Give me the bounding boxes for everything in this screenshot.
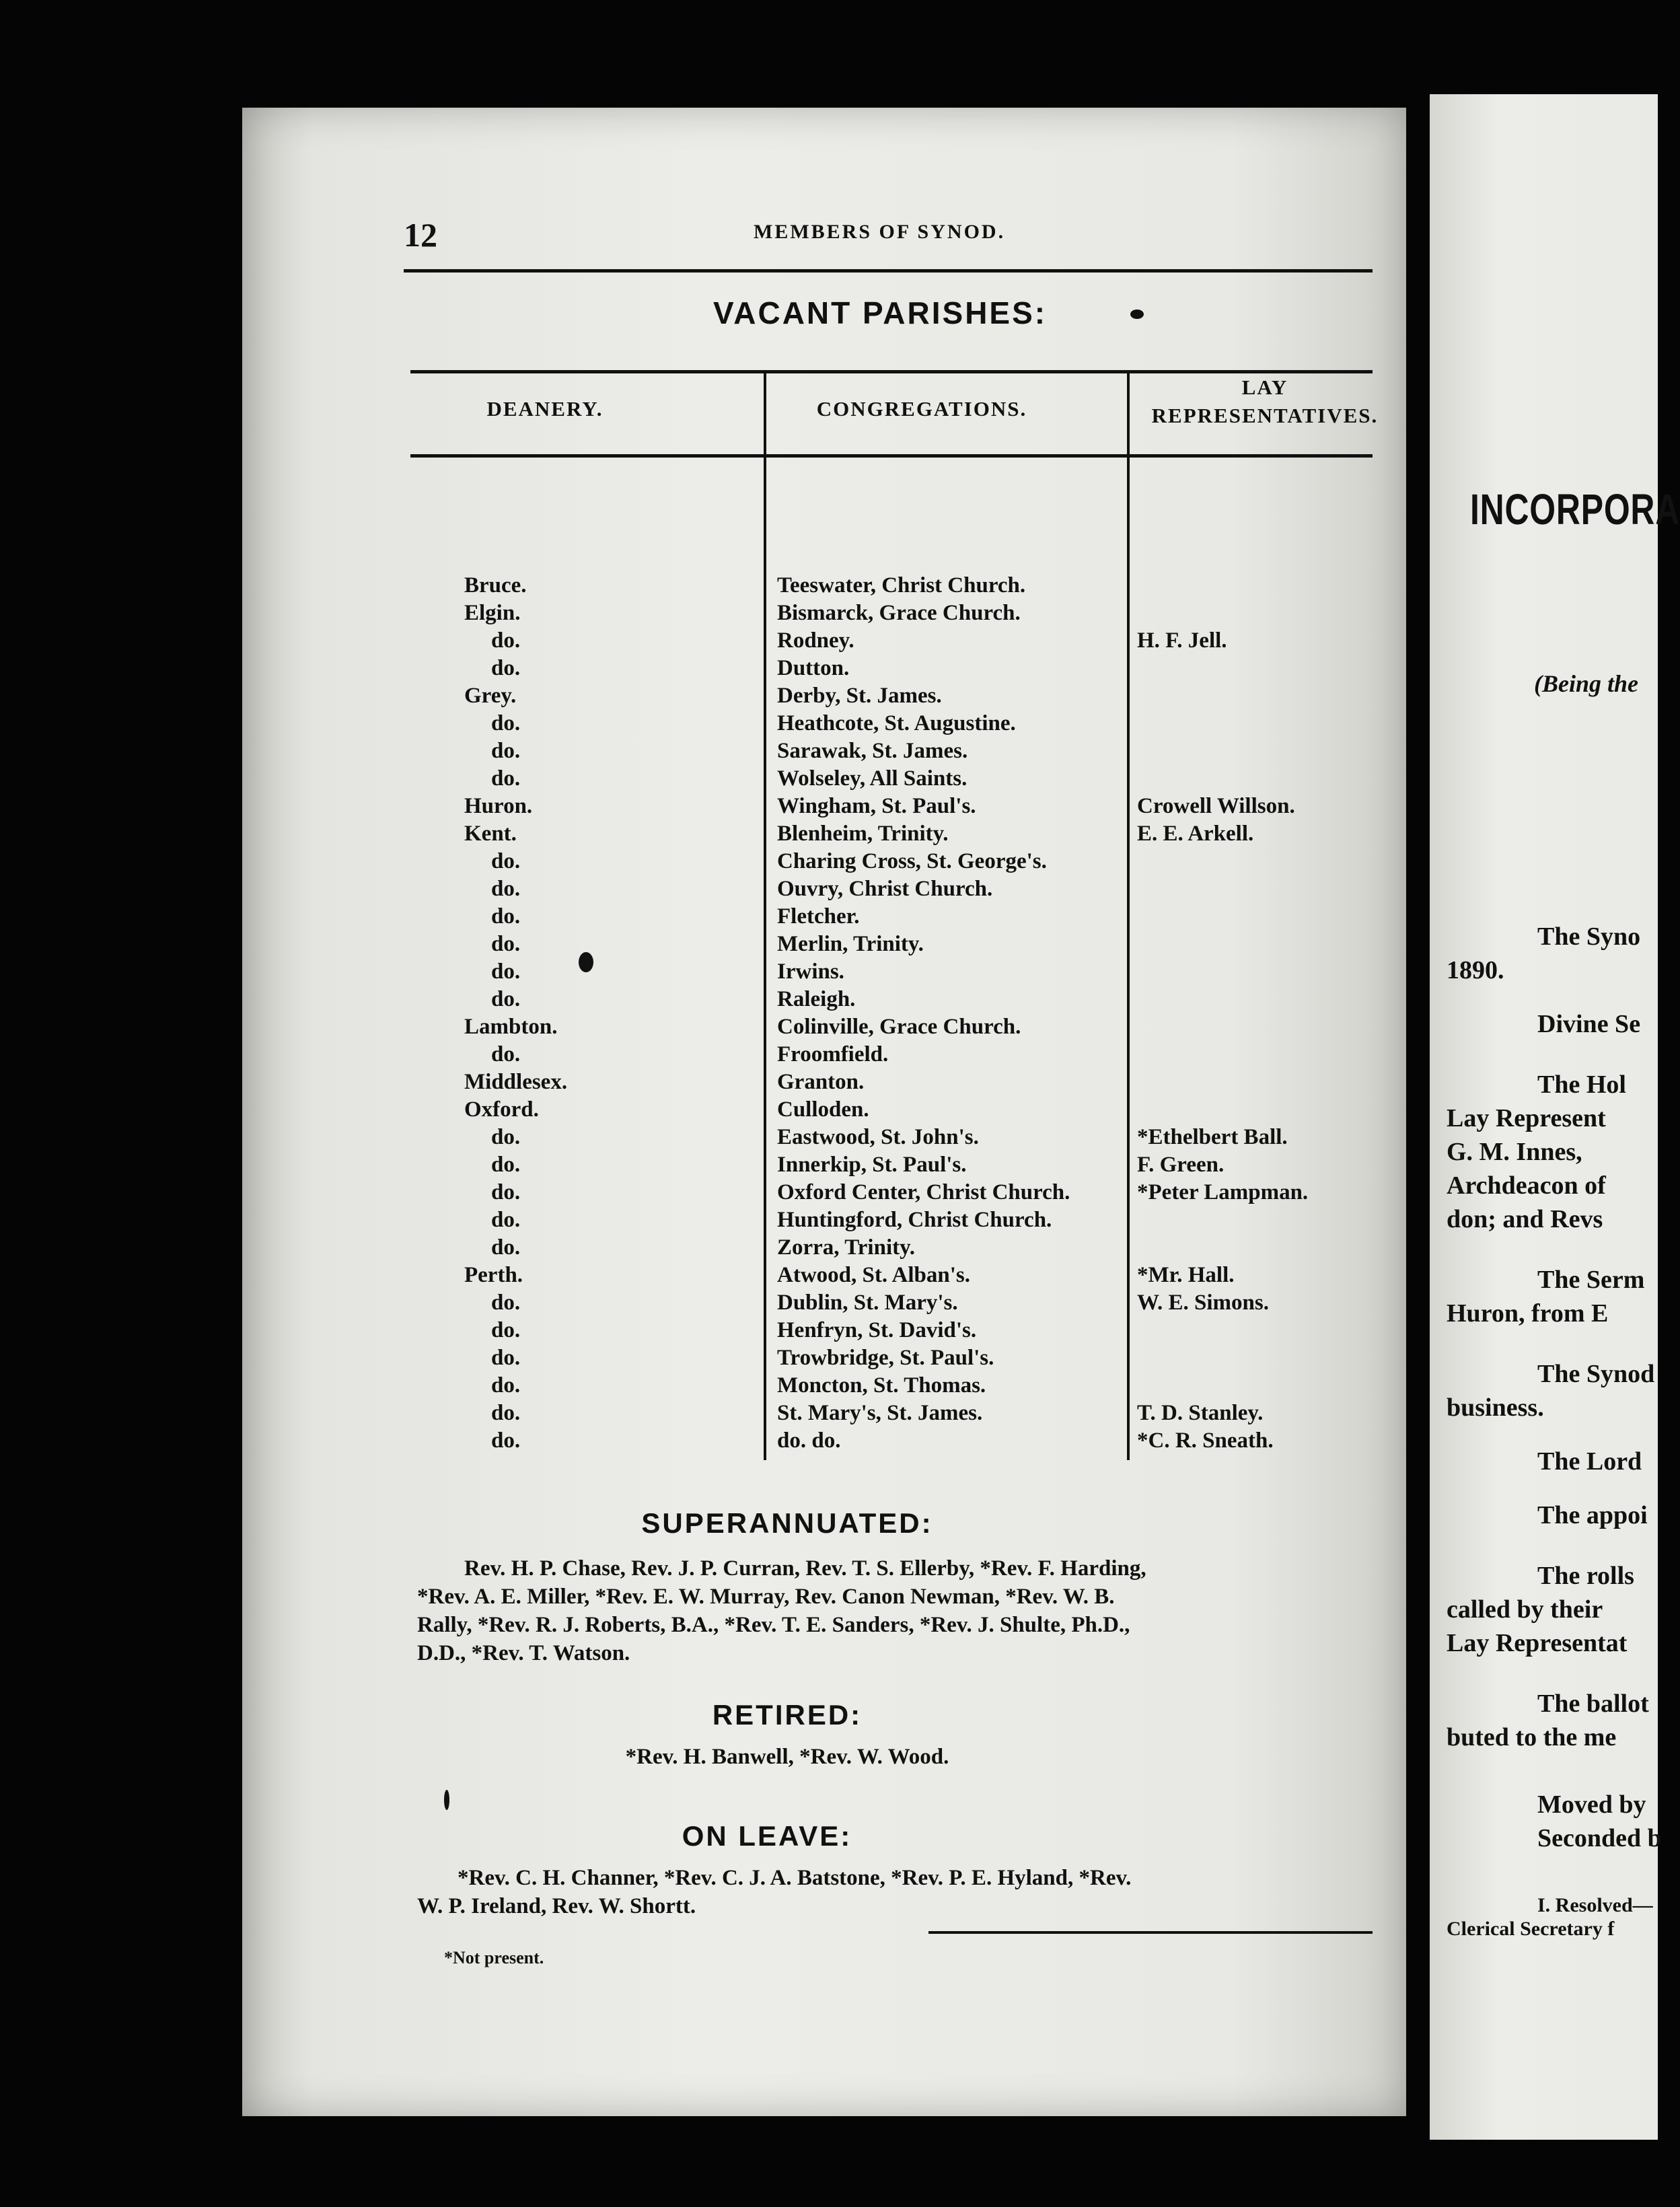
congregation-cell: Culloden.	[777, 1097, 869, 1122]
lay-representative-cell	[1137, 682, 1406, 710]
lay-representative-cell: E. E. Arkell.	[1137, 822, 1254, 846]
right-page-line: The appoi	[1537, 1501, 1648, 1529]
deanery-column	[464, 572, 686, 1455]
left-page	[242, 108, 1406, 2116]
page-number: 12	[404, 216, 437, 254]
deanery-cell: do.	[491, 1208, 521, 1232]
superannuated-line: D.D., *Rev. T. Watson.	[417, 1641, 630, 1665]
lay-representative-cell	[1137, 1234, 1406, 1262]
running-head: MEMBERS OF SYNOD.	[754, 221, 1006, 243]
deanery-cell: Elgin.	[464, 601, 521, 625]
congregation-cell: do. do.	[777, 1428, 841, 1453]
on-leave-title: ON LEAVE:	[682, 1820, 852, 1852]
congregation-cell: Eastwood, St. John's.	[777, 1125, 979, 1149]
right-page-line: Seconded b	[1537, 1824, 1662, 1852]
retired-line: *Rev. H. Banwell, *Rev. W. Wood.	[625, 1745, 949, 1769]
right-page-line: Clerical Secretary f	[1447, 1918, 1615, 1940]
lay-representative-cell: *Peter Lampman.	[1137, 1180, 1309, 1204]
deanery-cell: do.	[491, 1373, 521, 1398]
lay-representative-cell	[1137, 958, 1406, 986]
ink-speck	[444, 1790, 449, 1810]
lay-representative-cell: Crowell Willson.	[1137, 794, 1295, 818]
deanery-cell: do.	[491, 628, 521, 653]
lay-representative-cell	[1137, 903, 1406, 931]
congregation-cell: Granton.	[777, 1070, 865, 1094]
congregation-cell: Zorra, Trinity.	[777, 1235, 916, 1260]
congregation-cell: Charing Cross, St. George's.	[777, 849, 1047, 873]
lay-representative-cell	[1137, 737, 1406, 765]
right-page-line: business.	[1447, 1394, 1544, 1422]
congregation-cell: Wolseley, All Saints.	[777, 766, 967, 791]
congregation-cell: Rodney.	[777, 628, 854, 653]
superannuated-line: *Rev. A. E. Miller, *Rev. E. W. Murray, Rev. Canon Newman, *Rev. W. B.	[417, 1585, 1115, 1609]
lay-representative-cell: *Mr. Hall.	[1137, 1263, 1235, 1287]
lay-representative-cell	[1137, 1013, 1406, 1041]
congregation-cell: Moncton, St. Thomas.	[777, 1373, 986, 1398]
on-leave-list	[417, 1864, 1373, 1920]
lay-representative-cell	[1137, 1041, 1406, 1069]
lay-representative-cell	[1137, 848, 1406, 875]
lay-representative-cell	[1137, 1344, 1406, 1372]
right-page-italic-note: (Being the	[1534, 670, 1639, 697]
congregation-cell: Ouvry, Christ Church.	[777, 877, 993, 901]
deanery-cell: do.	[491, 987, 521, 1011]
right-page-line: I. Resolved—	[1537, 1894, 1653, 1916]
right-page-line: The rolls	[1537, 1562, 1634, 1590]
deanery-cell: do.	[491, 1291, 521, 1315]
deanery-cell: Perth.	[464, 1263, 523, 1287]
congregation-cell: Blenheim, Trinity.	[777, 822, 949, 846]
right-page	[1430, 94, 1680, 2140]
deanery-cell: do.	[491, 1401, 521, 1425]
lay-representatives-column	[1137, 572, 1406, 1455]
right-page-line: Archdeacon of	[1447, 1171, 1606, 1200]
column-divider-1	[764, 370, 766, 1460]
deanery-column-header: DEANERY.	[486, 397, 604, 421]
congregations-column	[777, 572, 1154, 1455]
deanery-cell: Oxford.	[464, 1097, 539, 1122]
ink-speck	[579, 952, 593, 972]
deanery-cell: do.	[491, 1428, 521, 1453]
congregation-cell: Bismarck, Grace Church.	[777, 601, 1021, 625]
deanery-cell: do.	[491, 711, 521, 735]
deanery-cell: do.	[491, 849, 521, 873]
deanery-cell: do.	[491, 1153, 521, 1177]
congregations-column-header: CONGREGATIONS.	[816, 397, 1027, 421]
retired-title: RETIRED:	[712, 1699, 863, 1731]
right-page-line: The Synod	[1537, 1360, 1655, 1388]
closing-rule	[928, 1931, 1373, 1934]
right-page-line: The ballot	[1537, 1690, 1649, 1718]
deanery-cell: do.	[491, 1318, 521, 1342]
lay-representative-cell: F. Green.	[1137, 1153, 1225, 1177]
congregation-cell: Derby, St. James.	[777, 684, 942, 708]
lay-representative-cell	[1137, 875, 1406, 903]
deanery-cell: Kent.	[464, 822, 517, 846]
lay-representative-cell	[1137, 931, 1406, 958]
superannuated-line: Rev. H. P. Chase, Rev. J. P. Curran, Rev. T. S. Ellerby, *Rev. F. Harding,	[464, 1556, 1146, 1581]
lay-representative-cell: *C. R. Sneath.	[1137, 1428, 1274, 1453]
on-leave-line: W. P. Ireland, Rev. W. Shortt.	[417, 1894, 696, 1918]
right-page-line: Moved by	[1537, 1790, 1646, 1819]
deanery-cell: do.	[491, 766, 521, 791]
lay-representative-cell	[1137, 1069, 1406, 1096]
lay-representative-cell	[1137, 986, 1406, 1013]
on-leave-line: *Rev. C. H. Channer, *Rev. C. J. A. Batstone, *Rev. P. E. Hyland, *Rev.	[458, 1866, 1132, 1890]
lay-representative-cell: H. F. Jell.	[1137, 628, 1227, 653]
lay-representative-cell	[1137, 1206, 1406, 1234]
congregation-cell: Oxford Center, Christ Church.	[777, 1180, 1070, 1204]
right-page-line: The Serm	[1537, 1266, 1645, 1294]
deanery-cell: Middlesex.	[464, 1070, 568, 1094]
lay-header-line2: REPRESENTATIVES.	[1151, 404, 1379, 427]
deanery-cell: do.	[491, 739, 521, 763]
right-page-line: The Lord	[1537, 1447, 1642, 1476]
lay-representative-cell	[1137, 710, 1406, 737]
right-page-line: Lay Represent	[1447, 1104, 1606, 1132]
congregation-cell: Henfryn, St. David's.	[777, 1318, 977, 1342]
lay-representative-cell	[1137, 1317, 1406, 1344]
deanery-cell: Bruce.	[464, 573, 527, 598]
deanery-cell: do.	[491, 656, 521, 680]
right-page-line: G. M. Innes,	[1447, 1138, 1582, 1166]
lay-representative-cell	[1137, 1096, 1406, 1124]
superannuated-line: Rally, *Rev. R. J. Roberts, B.A., *Rev. T. E. Sanders, *Rev. J. Shulte, Ph.D.,	[417, 1613, 1130, 1637]
congregation-cell: Merlin, Trinity.	[777, 932, 924, 956]
congregation-cell: Huntingford, Christ Church.	[777, 1208, 1052, 1232]
congregation-cell: Irwins.	[777, 960, 844, 984]
right-page-line: buted to the me	[1447, 1723, 1617, 1751]
right-page-line: called by their	[1447, 1595, 1603, 1624]
deanery-cell: do.	[491, 1346, 521, 1370]
right-page-line: The Hol	[1537, 1071, 1626, 1099]
right-page-heading: INCORPORA	[1470, 485, 1680, 534]
congregation-cell: Fletcher.	[777, 904, 860, 929]
right-page-line: Divine Se	[1537, 1010, 1641, 1038]
deanery-cell: do.	[491, 877, 521, 901]
deanery-cell: Grey.	[464, 684, 517, 708]
congregation-cell: Dublin, St. Mary's.	[777, 1291, 958, 1315]
deanery-cell: do.	[491, 1235, 521, 1260]
right-page-line: Lay Representat	[1447, 1629, 1628, 1657]
congregation-cell: Raleigh.	[777, 987, 856, 1011]
right-page-line: The Syno	[1537, 922, 1641, 951]
vacant-parishes-title: VACANT PARISHES:	[713, 295, 1048, 330]
lay-representative-cell	[1137, 572, 1406, 600]
right-page-line: don; and Revs	[1447, 1205, 1603, 1233]
congregation-cell: Dutton.	[777, 656, 850, 680]
congregation-cell: Colinville, Grace Church.	[777, 1015, 1021, 1039]
congregation-cell: Teeswater, Christ Church.	[777, 573, 1026, 598]
lay-representatives-column-header	[1130, 373, 1399, 430]
deanery-cell: do.	[491, 932, 521, 956]
lay-header-line1: LAY	[1241, 375, 1288, 399]
lay-representative-cell	[1137, 765, 1406, 793]
deanery-cell: Lambton.	[464, 1015, 558, 1039]
deanery-cell: do.	[491, 1125, 521, 1149]
table-header-rule	[410, 454, 1373, 458]
header-rule	[404, 269, 1373, 273]
not-present-footnote: *Not present.	[444, 1948, 544, 1967]
lay-representative-cell: W. E. Simons.	[1137, 1291, 1269, 1315]
superannuated-list	[417, 1554, 1373, 1667]
lay-representative-cell	[1137, 600, 1406, 627]
congregation-cell: Trowbridge, St. Paul's.	[777, 1346, 994, 1370]
congregation-cell: Innerkip, St. Paul's.	[777, 1153, 967, 1177]
congregation-cell: Atwood, St. Alban's.	[777, 1263, 970, 1287]
lay-representative-cell: T. D. Stanley.	[1137, 1401, 1264, 1425]
right-page-line: 1890.	[1447, 956, 1504, 984]
congregation-cell: Froomfield.	[777, 1042, 889, 1066]
ink-speck	[1130, 310, 1144, 319]
congregation-cell: Sarawak, St. James.	[777, 739, 968, 763]
congregation-cell: St. Mary's, St. James.	[777, 1401, 983, 1425]
lay-representative-cell	[1137, 655, 1406, 682]
lay-representative-cell: *Ethelbert Ball.	[1137, 1125, 1288, 1149]
superannuated-title: SUPERANNUATED:	[641, 1507, 933, 1539]
deanery-cell: do.	[491, 1042, 521, 1066]
deanery-cell: do.	[491, 1180, 521, 1204]
right-page-line: Huron, from E	[1447, 1299, 1609, 1328]
congregation-cell: Heathcote, St. Augustine.	[777, 711, 1016, 735]
deanery-cell: do.	[491, 904, 521, 929]
congregation-cell: Wingham, St. Paul's.	[777, 794, 976, 818]
deanery-cell: Huron.	[464, 794, 533, 818]
deanery-cell: do.	[491, 960, 521, 984]
lay-representative-cell	[1137, 1372, 1406, 1400]
